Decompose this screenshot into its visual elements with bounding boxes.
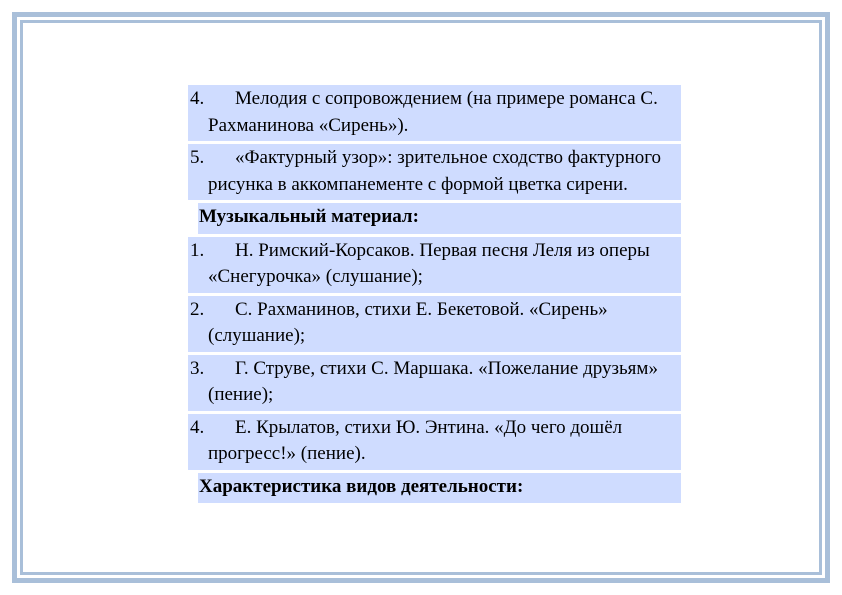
- list-item-text: Н. Римский-Корсаков. Первая песня Леля из оперы «Снегурочка» (слушание);: [208, 239, 650, 287]
- list-item: [188, 144, 681, 200]
- list-item-number: 2.: [190, 298, 205, 320]
- heading-musical-material: Музыкальный материал:: [198, 203, 681, 234]
- list-item: [188, 85, 681, 141]
- list-item-text: Е. Крылатов, стихи Ю. Энтина. «До чего дошёл прогресс!» (пение).: [208, 416, 623, 464]
- list-item-number: 4.: [190, 88, 205, 109]
- list-item: [188, 296, 681, 352]
- heading-activities: Характеристика видов деятельности:: [198, 473, 681, 504]
- list-item-text: Мелодия с сопровождением (на примере романса С. Рахманинова «Сирень»).: [208, 88, 658, 136]
- list-item-number: 1.: [190, 239, 205, 261]
- list-item-number: 5.: [190, 147, 205, 168]
- list-item: [188, 355, 681, 411]
- list-item: [188, 237, 681, 293]
- list-item-number: 4.: [190, 416, 205, 438]
- list-item-number: 3.: [190, 357, 205, 379]
- list-item-text: С. Рахманинов, стихи Е. Бекетовой. «Сирень» (слушание);: [208, 298, 608, 346]
- list-item: [188, 414, 681, 470]
- list-item-text: Г. Струве, стихи С. Маршака. «Пожелание друзьям» (пение);: [208, 357, 658, 405]
- list-item-text: «Фактурный узор»: зрительное сходство фактурного рисунка в аккомпанементе с формой цветка сирени.: [208, 147, 662, 195]
- slide-content: [188, 85, 681, 506]
